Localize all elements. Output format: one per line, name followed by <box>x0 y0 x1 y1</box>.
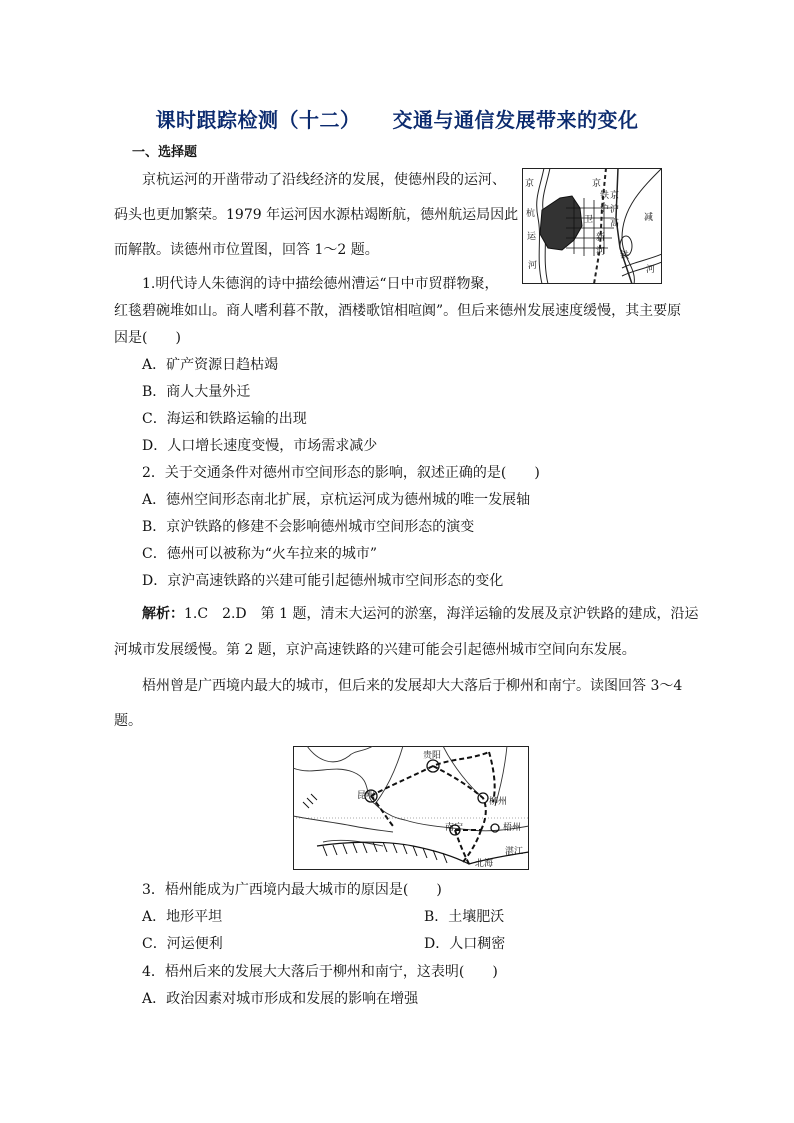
map1-label-hu: 沪 <box>610 205 620 215</box>
passage1-line-1: 京杭运河的开凿带动了沿线经济的发展，使德州段的运河、 <box>142 172 506 188</box>
q1-option-c: C．海运和铁路运输的出现 <box>142 411 307 427</box>
analysis-text-1: 1.C 2.D 第 1 题，清末大运河的淤塞，海洋运输的发展及京沪铁路的建成，沿运 <box>184 606 699 622</box>
map1-label-gao: 高 <box>610 219 620 229</box>
q3-option-c: C．河运便利 <box>142 936 223 952</box>
map1-label-hang: 杭 <box>526 209 536 219</box>
q1-stem-line-2: 红毯碧碗堆如山。商人嗜利暮不散，酒楼歌馆相喧阗”。但后来德州发展速度缓慢，其主要原 <box>114 303 682 319</box>
map1-label-tie2: 铁 <box>600 191 610 201</box>
q3-stem: 3．梧州能成为广西境内最大城市的原因是( ) <box>142 882 442 898</box>
analysis-line-1 <box>142 604 698 624</box>
map2-label-guiyang: 贵阳 <box>423 751 442 761</box>
map1-label-jing3: 京 <box>592 179 602 189</box>
page-title <box>0 104 794 133</box>
q1-stem-line-1: 1.明代诗人朱德润的诗中描绘德州漕运“日中市贸群物聚， <box>142 276 499 292</box>
q3-option-a: A．地形平坦 <box>142 909 223 925</box>
map1-label-xinhe: 河 <box>596 247 606 257</box>
map1-label-wei: 卫 <box>584 215 594 225</box>
q4-option-a: A．政治因素对城市形成和发展的影响在增强 <box>142 991 419 1007</box>
map2-label-kunming: 昆明 <box>357 791 376 801</box>
map1-label-tie: 铁 <box>620 251 630 261</box>
q3-option-b: B．土壤肥沃 <box>424 909 505 925</box>
q1-option-b: B．商人大量外迁 <box>142 384 251 400</box>
map1-label-yun: 运 <box>527 232 537 242</box>
q4-stem: 4．梧州后来的发展大大落后于柳州和南宁，这表明( ) <box>142 964 498 980</box>
guangxi-map <box>293 746 529 870</box>
title-left: 课时跟踪检测（十二） <box>155 108 361 132</box>
q2-stem: 2．关于交通条件对德州市空间形态的影响，叙述正确的是( ) <box>142 465 540 481</box>
passage1-line-3: 而解散。读德州市位置图，回答 1～2 题。 <box>114 242 379 258</box>
q2-option-c: C．德州可以被称为“火车拉来的城市” <box>142 546 378 562</box>
map1-label-jing2: 京 <box>610 191 620 201</box>
map2-label-nanning: 南宁 <box>445 823 464 833</box>
title-right: 交通与通信发展带来的变化 <box>392 108 639 132</box>
map2-label-zhanjiang: 湛江 <box>505 847 524 857</box>
map2-label-beihai: 北海 <box>475 859 494 869</box>
q2-option-a: A．德州空间形态南北扩展，京杭运河成为德州城的唯一发展轴 <box>142 492 531 508</box>
map2-label-liuzhou: 柳州 <box>489 797 508 807</box>
map1-label-jianhe: 河 <box>646 265 656 275</box>
q2-option-b: B．京沪铁路的修建不会影响德州城市空间形态的演变 <box>142 519 475 535</box>
map1-label-xin: 新 <box>596 233 606 243</box>
q1-stem-line-3: 因是( ) <box>114 330 181 346</box>
analysis-label: 解析： <box>142 606 184 622</box>
map1-label-jing: 京 <box>525 179 535 189</box>
map1-label-jian: 减 <box>644 213 654 223</box>
map1-label-he: 河 <box>528 261 538 271</box>
section-heading: 一、选择题 <box>132 145 198 160</box>
q2-option-d: D．京沪高速铁路的兴建可能引起德州城市空间形态的变化 <box>142 573 504 589</box>
passage2-line-1: 梧州曾是广西境内最大的城市，但后来的发展却大大落后于柳州和南宁。读图回答 3～4 <box>142 678 683 694</box>
q1-option-d: D．人口增长速度变慢，市场需求减少 <box>142 438 378 454</box>
passage2-line-2: 题。 <box>114 713 142 729</box>
analysis-line-2: 河城市发展缓慢。第 2 题，京沪高速铁路的兴建可能会引起德州城市空间向东发展。 <box>114 642 636 658</box>
q3-option-d: D．人口稠密 <box>424 936 506 952</box>
map1-label-hu2: 沪 <box>600 205 610 215</box>
q1-option-a: A．矿产资源日趋枯竭 <box>142 357 279 373</box>
passage1-line-2: 码头也更加繁荣。1979 年运河因水源枯竭断航，德州航运局因此 <box>114 207 519 223</box>
map2-label-wuzhou: 梧州 <box>503 823 522 833</box>
dezhou-location-map <box>522 168 662 284</box>
